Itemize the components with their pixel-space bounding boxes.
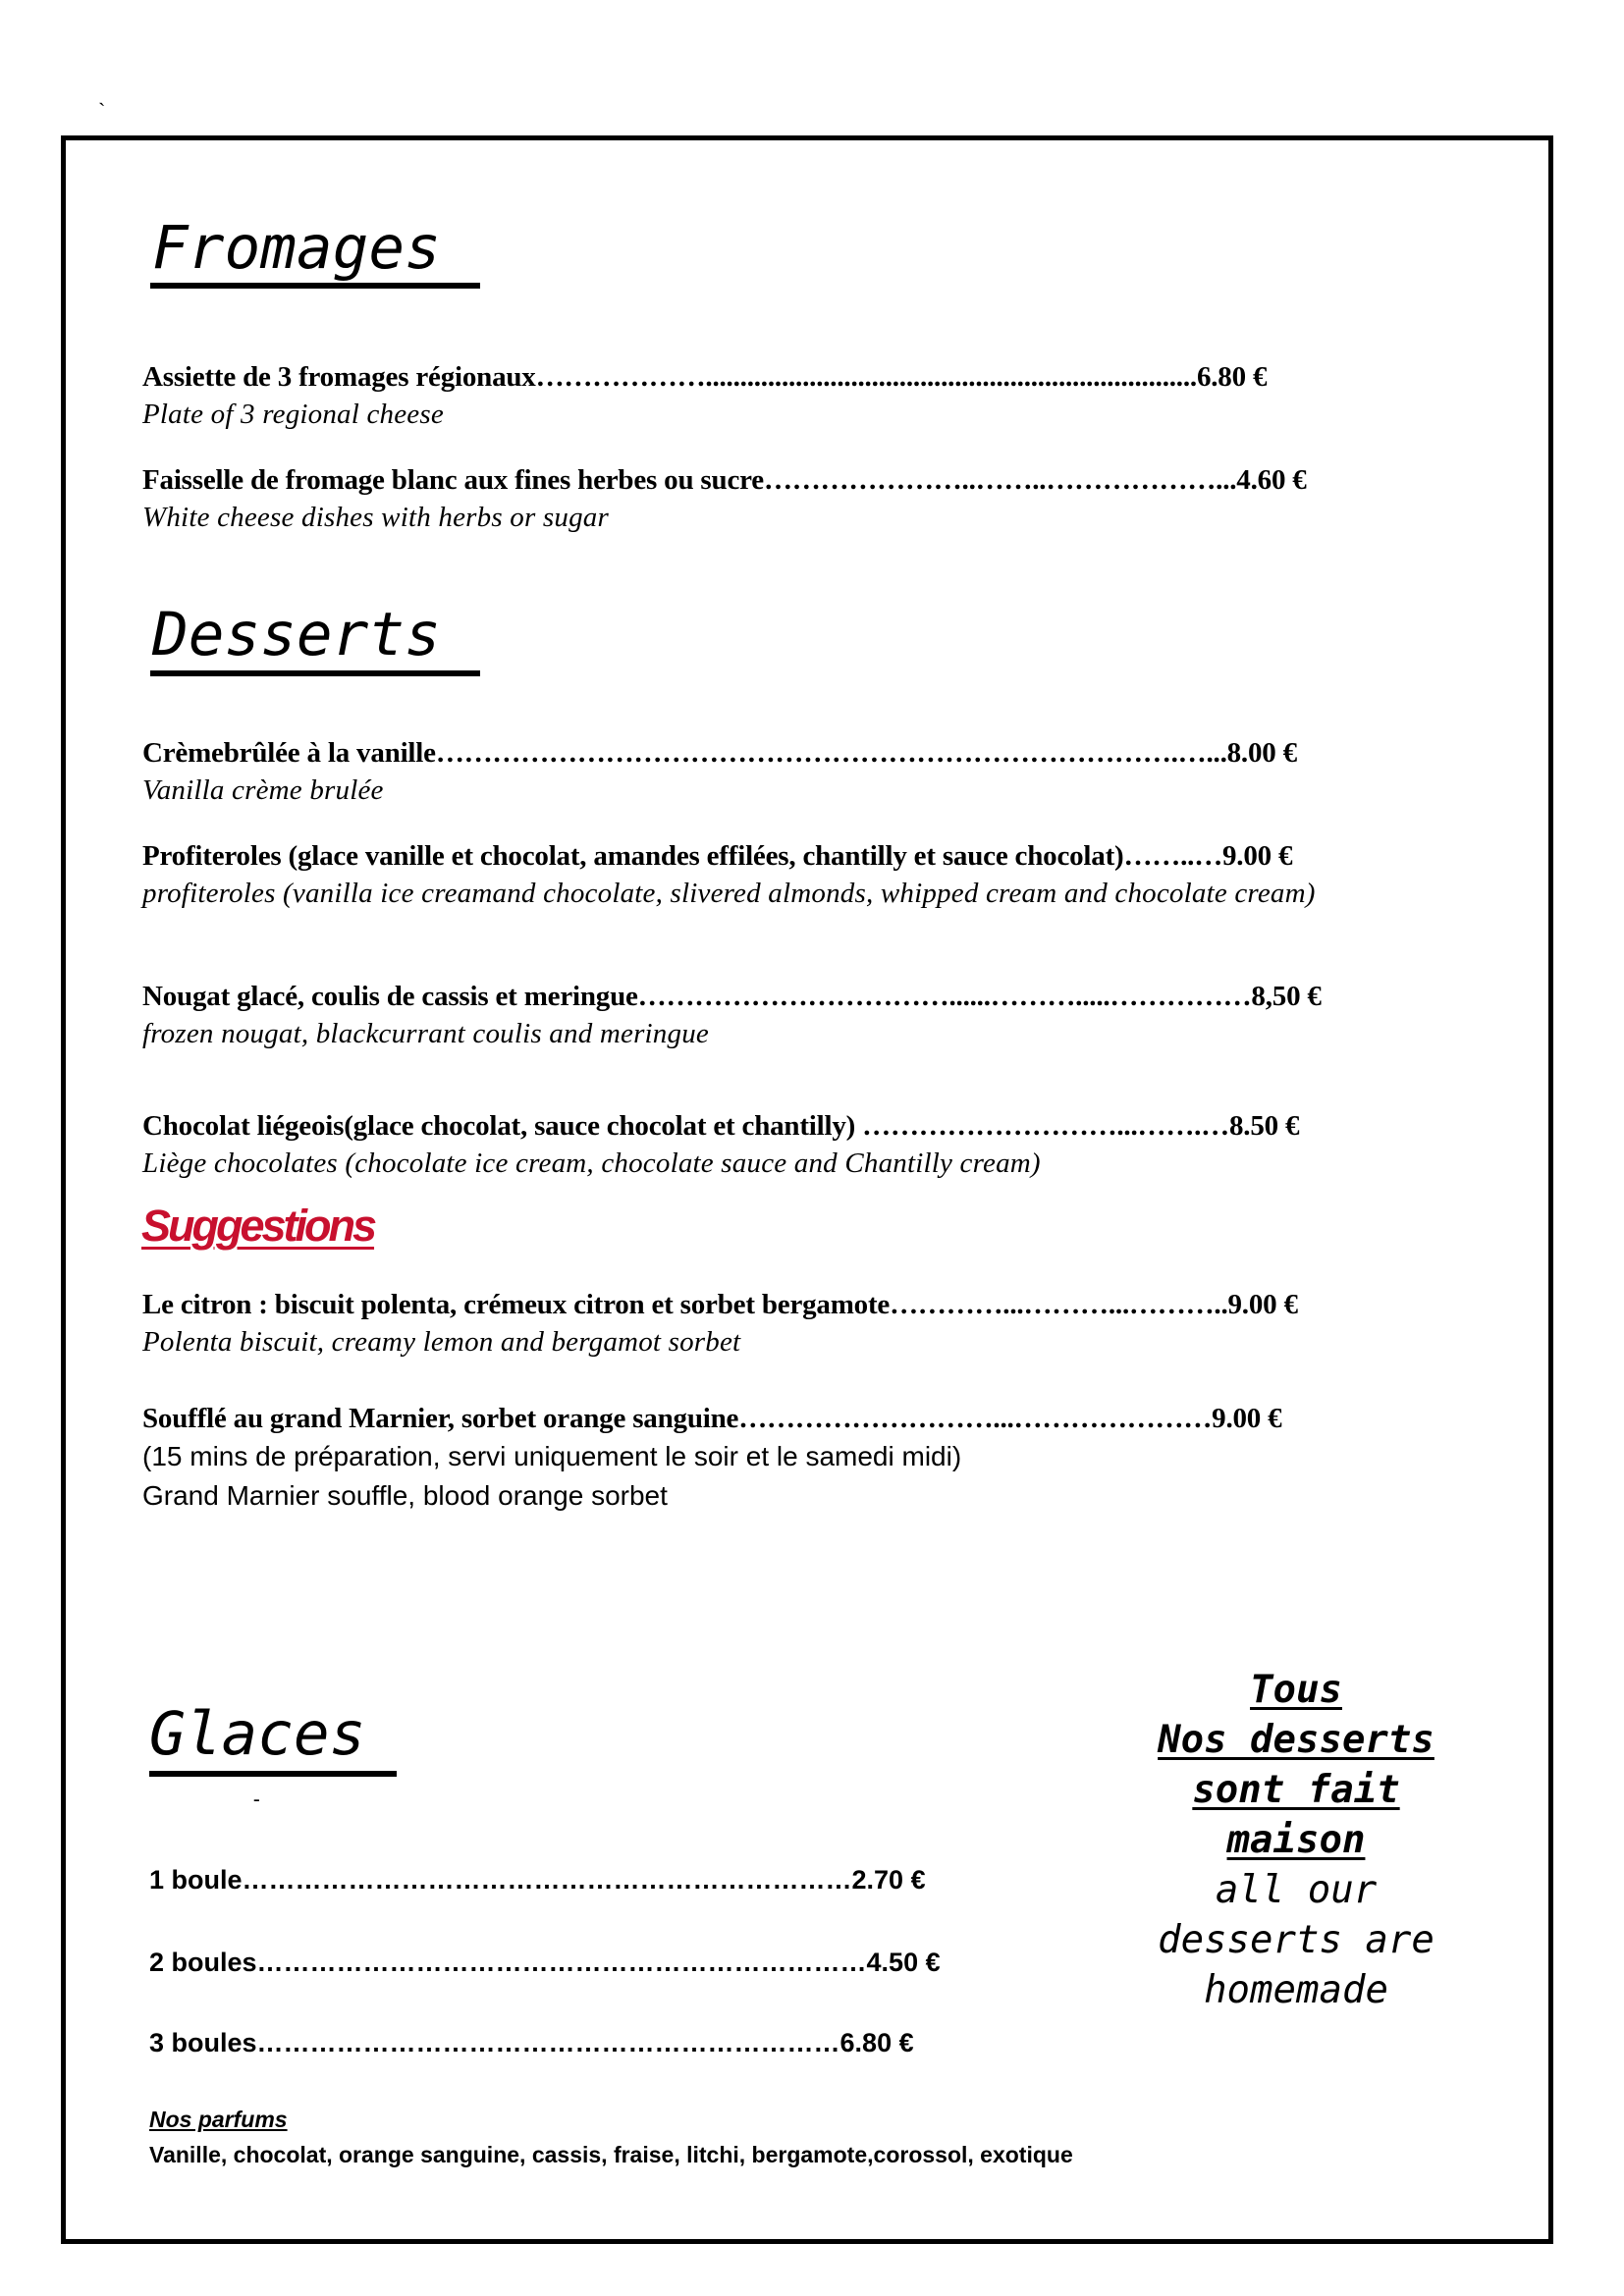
menu-item-creme-brulee xyxy=(142,734,1297,809)
desserts-underline xyxy=(150,670,480,676)
glaces-heading: Glaces xyxy=(149,1699,366,1769)
menu-item-souffle-grand-marnier xyxy=(142,1400,1281,1516)
glace-item-2-boules: 2 boules……………………………………………………………4.50 € xyxy=(149,1948,941,1977)
menu-item-nougat-glace xyxy=(142,978,1322,1052)
item-translation: Grand Marnier souffle, blood orange sorbet xyxy=(142,1480,668,1511)
item-translation: profiteroles (vanilla ice creamand chocolate, slivered almonds, whipped cream and chocolate cream) xyxy=(142,878,1316,909)
item-name: Nougat glacé, coulis de cassis et meringue……………………………......……….....……………8,50 € xyxy=(142,981,1322,1012)
menu-item-faisselle xyxy=(142,461,1307,536)
homemade-fr-line: Tous xyxy=(1250,1668,1342,1712)
item-name: Soufflé au grand Marnier, sorbet orange sanguine………………………...…………………9.00 € xyxy=(142,1403,1282,1434)
item-name: Crèmebrûlée à la vanille…………………………………………………………………….…...8.00 € xyxy=(142,737,1297,769)
homemade-fr-line: maison xyxy=(1226,1818,1366,1862)
item-translation: frozen nougat, blackcurrant coulis and meringue xyxy=(142,1018,709,1049)
item-name: Faisselle de fromage blanc aux fines herbes ou sucre…………………..……..………………...4.60 € xyxy=(142,464,1307,496)
tick-mark: ` xyxy=(98,98,106,123)
item-translation: White cheese dishes with herbs or sugar xyxy=(142,502,609,533)
glaces-mark: - xyxy=(253,1789,260,1810)
menu-item-le-citron xyxy=(142,1286,1298,1361)
glace-item-1-boule: 1 boule……………………………………………………………2.70 € xyxy=(149,1865,926,1895)
item-name: Chocolat liégeois(glace chocolat, sauce chocolat et chantilly) ………………………...…….…8.50 € xyxy=(142,1110,1300,1142)
menu-item-assiette-fromages xyxy=(142,358,1267,433)
menu-item-chocolat-liegeois xyxy=(142,1107,1299,1182)
homemade-fr-line: sont fait xyxy=(1192,1768,1400,1812)
parfums-list: Vanille, chocolat, orange sanguine, cassis, fraise, litchi, bergamote,corossol, exotique xyxy=(149,2142,1073,2167)
glaces-underline xyxy=(149,1771,397,1777)
fromages-heading: Fromages xyxy=(152,213,441,283)
homemade-en-line: all our xyxy=(1215,1868,1378,1912)
item-translation: Polenta biscuit, creamy lemon and bergamot sorbet xyxy=(142,1326,741,1358)
fromages-underline xyxy=(150,283,480,289)
item-name: Assiette de 3 fromages régionaux……………….......................................................................6.80 € xyxy=(142,361,1268,393)
homemade-en-line: desserts are xyxy=(1158,1918,1435,1962)
homemade-note xyxy=(1110,1665,1483,2015)
homemade-fr-line: Nos desserts xyxy=(1158,1718,1435,1762)
item-translation: Vanilla crème brulée xyxy=(142,774,384,806)
desserts-heading: Desserts xyxy=(152,600,441,669)
item-translation: Plate of 3 regional cheese xyxy=(142,399,444,430)
item-name: Le citron : biscuit polenta, crémeux citron et sorbet bergamote…………...………...………..9.00 € xyxy=(142,1289,1298,1320)
item-note: (15 mins de préparation, servi uniquement le soir et le samedi midi) xyxy=(142,1441,962,1471)
glace-item-3-boules: 3 boules…………………………………………………………6.80 € xyxy=(149,2028,914,2057)
menu-item-profiteroles xyxy=(142,837,1316,912)
item-name: Profiteroles (glace vanille et chocolat, amandes effilées, chantilly et sauce chocolat)……..…9.00 € xyxy=(142,840,1293,872)
parfums-label: Nos parfums xyxy=(149,2107,288,2132)
suggestions-heading: Suggestions xyxy=(141,1201,375,1251)
homemade-en-line: homemade xyxy=(1204,1968,1388,2012)
item-translation: Liège chocolates (chocolate ice cream, chocolate sauce and Chantilly cream) xyxy=(142,1148,1041,1179)
